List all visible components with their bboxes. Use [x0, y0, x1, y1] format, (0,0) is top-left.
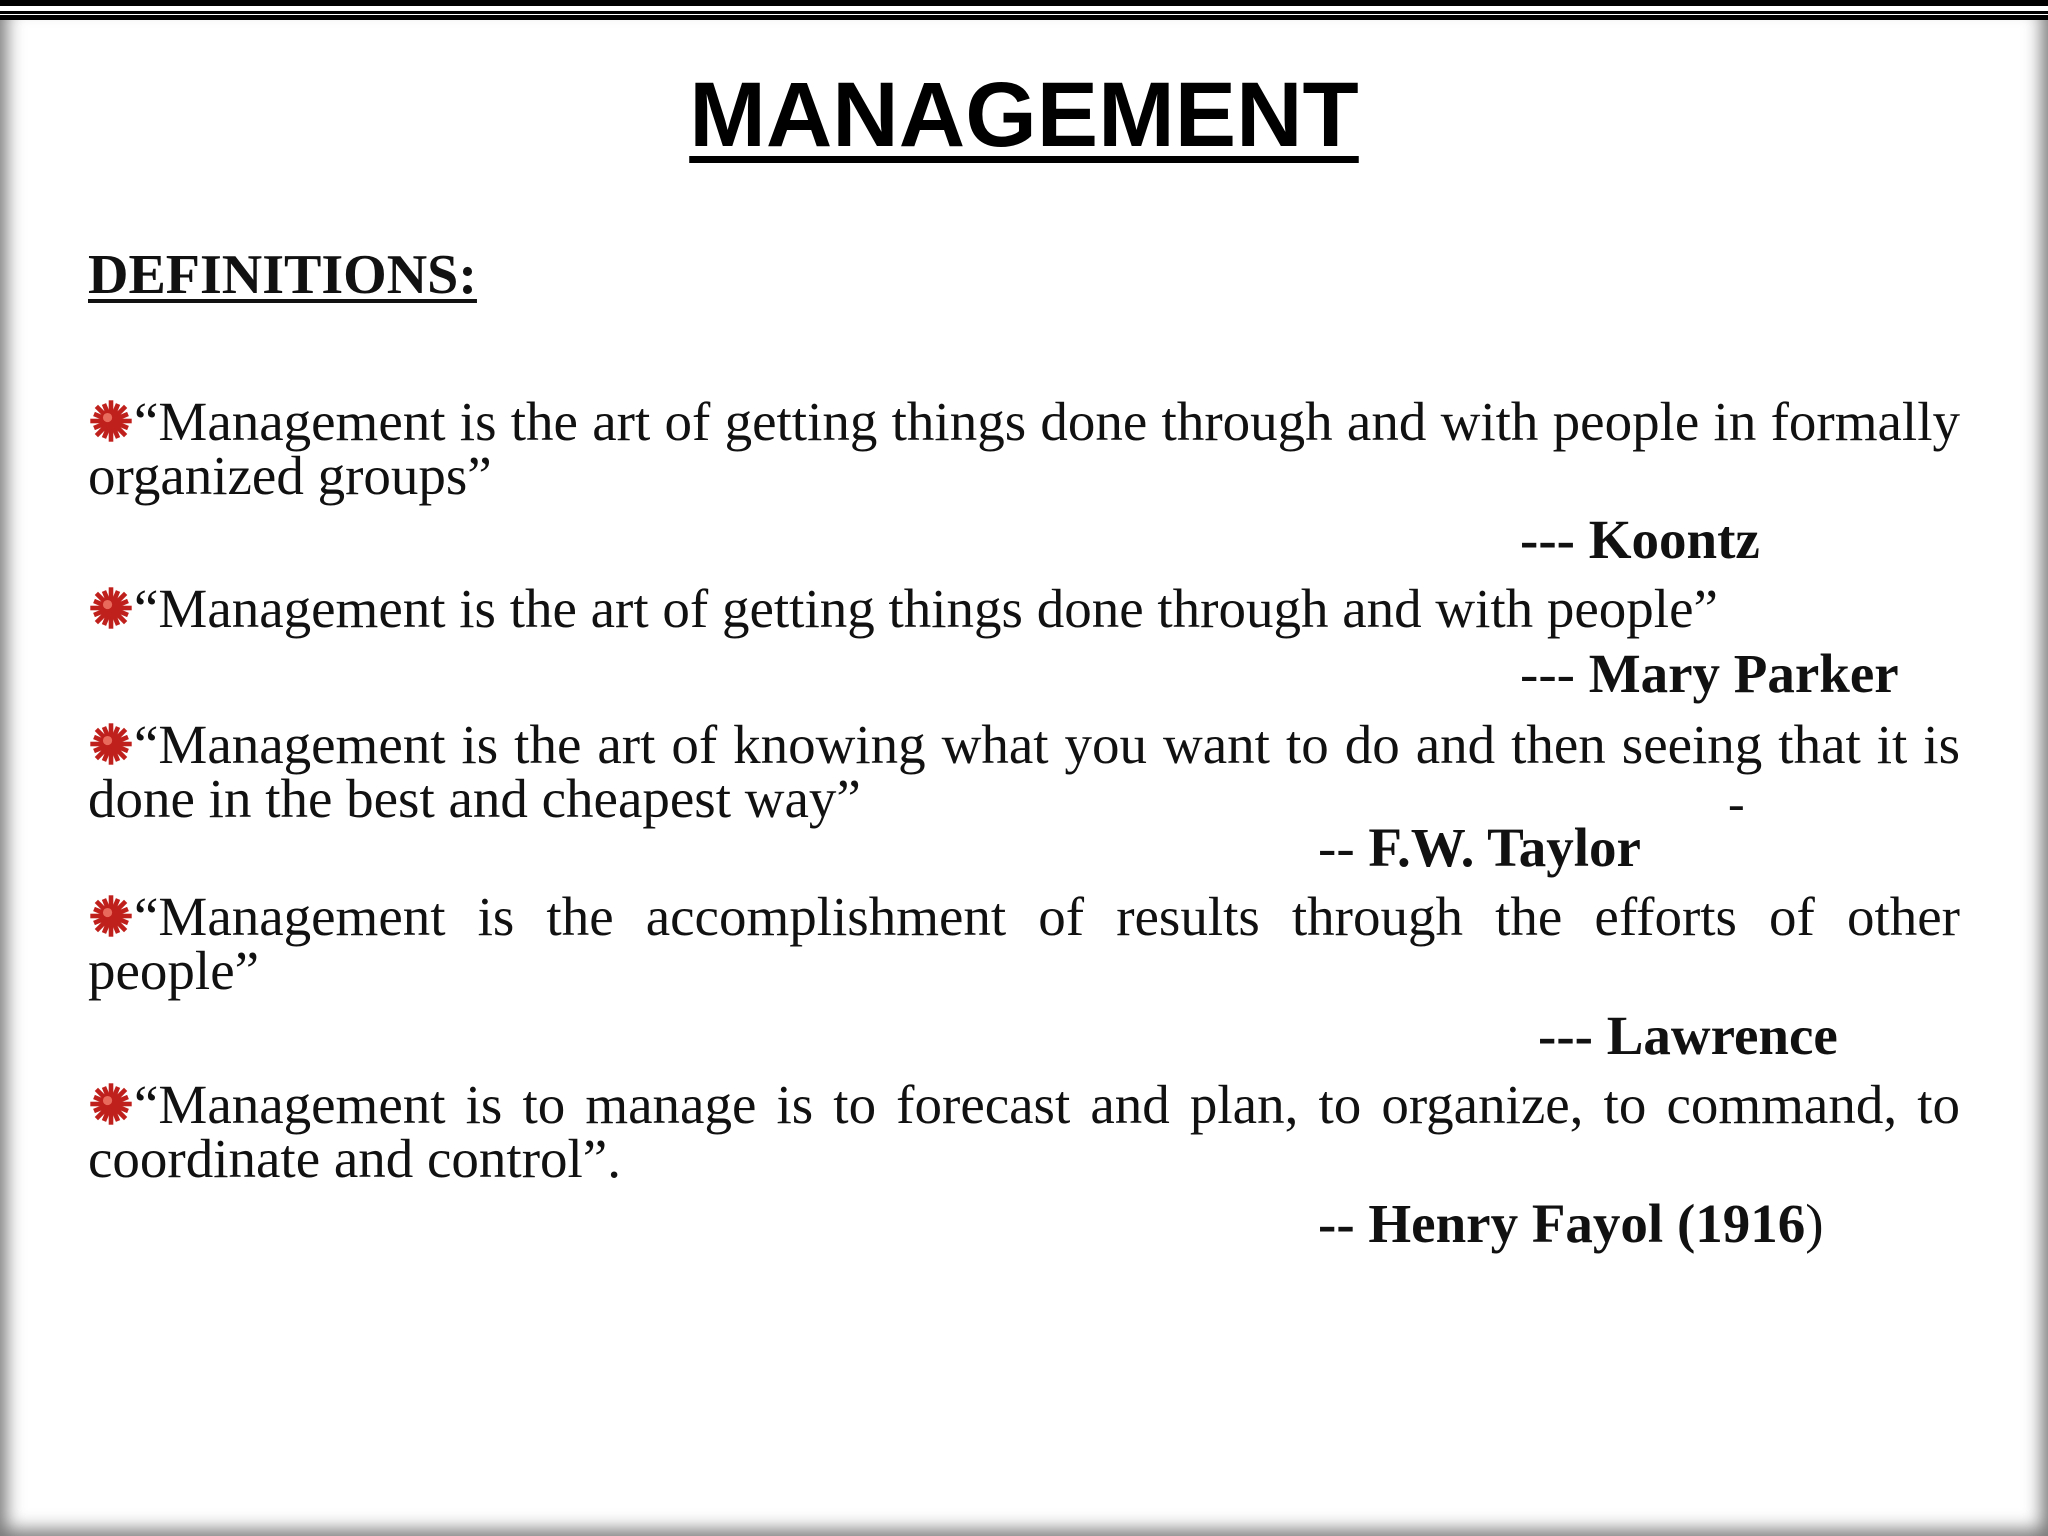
- definition-2: “Management is the art of getting things done through and with people”: [88, 582, 1960, 636]
- author-henry-fayol: -- Henry Fayol (1916): [1318, 1193, 1824, 1254]
- definition-5: “Management is to manage is to forecast and plan, to organize, to command, to coordinate and control”.: [88, 1074, 1960, 1189]
- red-burst-icon: [88, 893, 134, 939]
- definition-3: “Management is the art of knowing what you want to do and then seeing that it is done in the best and cheapest way”: [88, 714, 1960, 829]
- red-burst-icon: [88, 585, 134, 631]
- definitions-heading: DEFINITIONS:: [88, 244, 477, 306]
- stray-dash: -: [1728, 775, 1745, 831]
- definition-1: “Management is the art of getting things done through and with people in formally organized groups”: [88, 391, 1960, 506]
- red-burst-icon: [88, 1081, 134, 1127]
- definition-4: “Management is the accomplishment of results through the efforts of other people”: [88, 886, 1960, 1001]
- slide-title: MANAGEMENT: [689, 64, 1359, 166]
- author-lawrence: --- Lawrence: [1538, 1005, 1838, 1066]
- red-burst-icon: [88, 398, 134, 444]
- author-mary-parker: --- Mary Parker: [1520, 643, 1899, 704]
- author-fw-taylor: -- F.W. Taylor: [1318, 817, 1641, 878]
- author-koontz: --- Koontz: [1520, 509, 1760, 570]
- red-burst-icon: [88, 721, 134, 767]
- top-border-rule: [0, 0, 2048, 20]
